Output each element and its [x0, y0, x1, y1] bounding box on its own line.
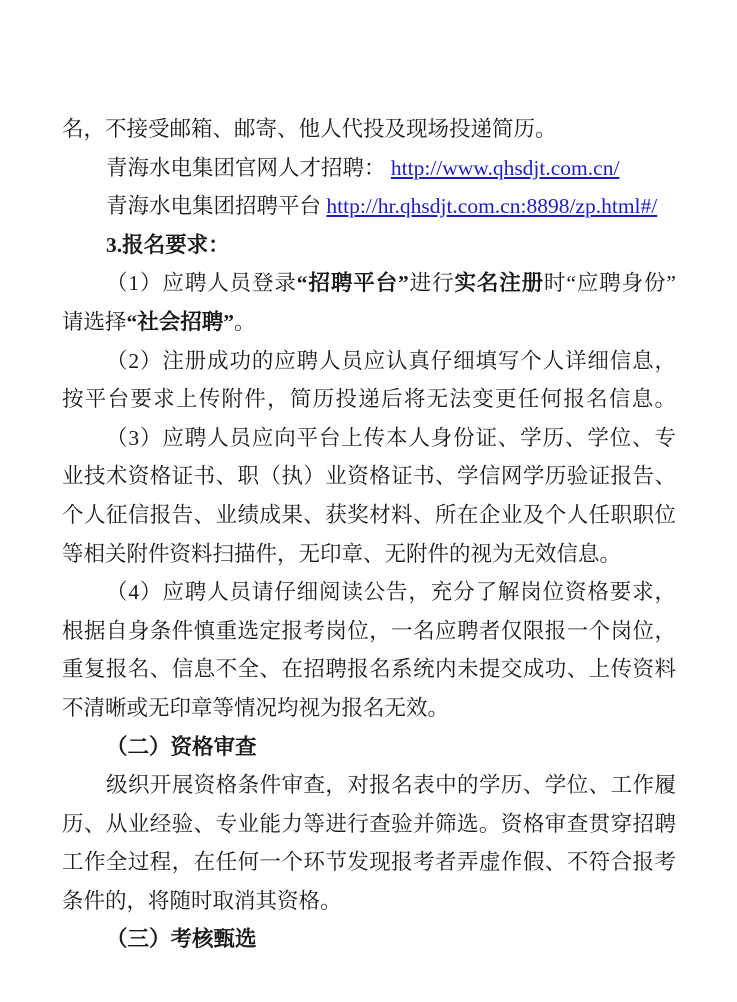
bold-text-run: “招聘平台”	[296, 271, 409, 296]
text-run: 工作全过程，在任何一个环节发现报考者弄虚作假、不符合报考	[62, 850, 676, 875]
text-run: （1）应聘人员登录	[106, 271, 297, 296]
bold-text-run: 实名注册	[454, 271, 545, 296]
text-run: （3）应聘人员应向平台上传本人身份证、学历、学位、专	[106, 425, 676, 450]
line-item4-a	[62, 573, 676, 612]
text-run: 个人征信报告、业绩成果、获奖材料、所在企业及个人任职职位	[62, 502, 676, 527]
line-item4-b	[62, 612, 676, 651]
line-item3-a	[62, 419, 676, 458]
line-item2-b	[62, 380, 676, 419]
line-item3-c	[62, 496, 676, 535]
bold-text-run: （二）资格审查	[106, 734, 257, 759]
line-item2-a	[62, 342, 676, 381]
text-run: 名，不接受邮箱、邮寄、他人代投及现场投递简历。	[62, 117, 557, 141]
line-item3-b	[62, 457, 676, 496]
text-run: 进行	[408, 271, 455, 296]
line-official-website-recruitment	[62, 149, 676, 188]
text-run: （4）应聘人员请仔细阅读公告，充分了解岗位资格要求，	[106, 580, 676, 605]
official-website-url-link[interactable]: http://www.qhsdjt.com.cn/	[390, 155, 620, 180]
line-item3-d	[62, 535, 676, 574]
text-run: 时“应聘身份”	[544, 271, 676, 296]
line-qualification-review-b	[62, 805, 676, 844]
text-run: 级织开展资格条件审查，对报名表中的学历、学位、工作履	[106, 773, 676, 798]
line-item1-a	[62, 264, 676, 303]
recruitment-platform-url-link[interactable]: http://hr.qhsdjt.com.cn:8898/zp.html#/	[326, 194, 658, 219]
bold-text-run: “社会招聘”	[126, 309, 235, 334]
heading-qualification-review	[62, 728, 676, 767]
line-item4-c	[62, 650, 676, 689]
bold-text-run: （三）考核甄选	[106, 927, 257, 952]
line-qualification-review-a	[62, 766, 676, 805]
line-item1-b	[62, 303, 676, 342]
text-run: 青海水电集团招聘平台	[106, 194, 327, 219]
text-run: 等相关附件资料扫描件，无印章、无附件的视为无效信息。	[62, 541, 622, 566]
heading-registration-requirements	[62, 226, 676, 265]
para-resume-delivery-continuation	[62, 110, 676, 149]
heading-assessment-selection	[62, 920, 676, 959]
document-body	[62, 110, 676, 959]
text-run: （2）注册成功的应聘人员应认真仔细填写个人详细信息，	[106, 348, 676, 373]
text-run: 不清晰或无印章等情况均视为报名无效。	[62, 695, 450, 720]
bold-text-run: 3.报名要求：	[106, 232, 230, 257]
line-recruitment-platform	[62, 187, 676, 226]
line-qualification-review-d	[62, 882, 676, 921]
text-run: 按平台要求上传附件，简历投递后将无法变更任何报名信息。	[62, 387, 676, 412]
text-run: 。	[234, 309, 256, 334]
text-run: 历、从业经验、专业能力等进行查验并筛选。资格审查贯穿招聘	[62, 811, 676, 836]
text-run: 重复报名、信息不全、在招聘报名系统内未提交成功、上传资料	[62, 657, 676, 682]
text-run: 业技术资格证书、职（执）业资格证书、学信网学历验证报告、	[62, 464, 676, 489]
line-item4-d	[62, 689, 676, 728]
text-run: 青海水电集团官网人才招聘：	[106, 155, 391, 180]
text-run: 条件的，将随时取消其资格。	[62, 888, 342, 913]
text-run: 请选择	[62, 309, 127, 334]
text-run: 根据自身条件慎重选定报考岗位，一名应聘者仅限报一个岗位，	[62, 618, 676, 643]
line-qualification-review-c	[62, 843, 676, 882]
